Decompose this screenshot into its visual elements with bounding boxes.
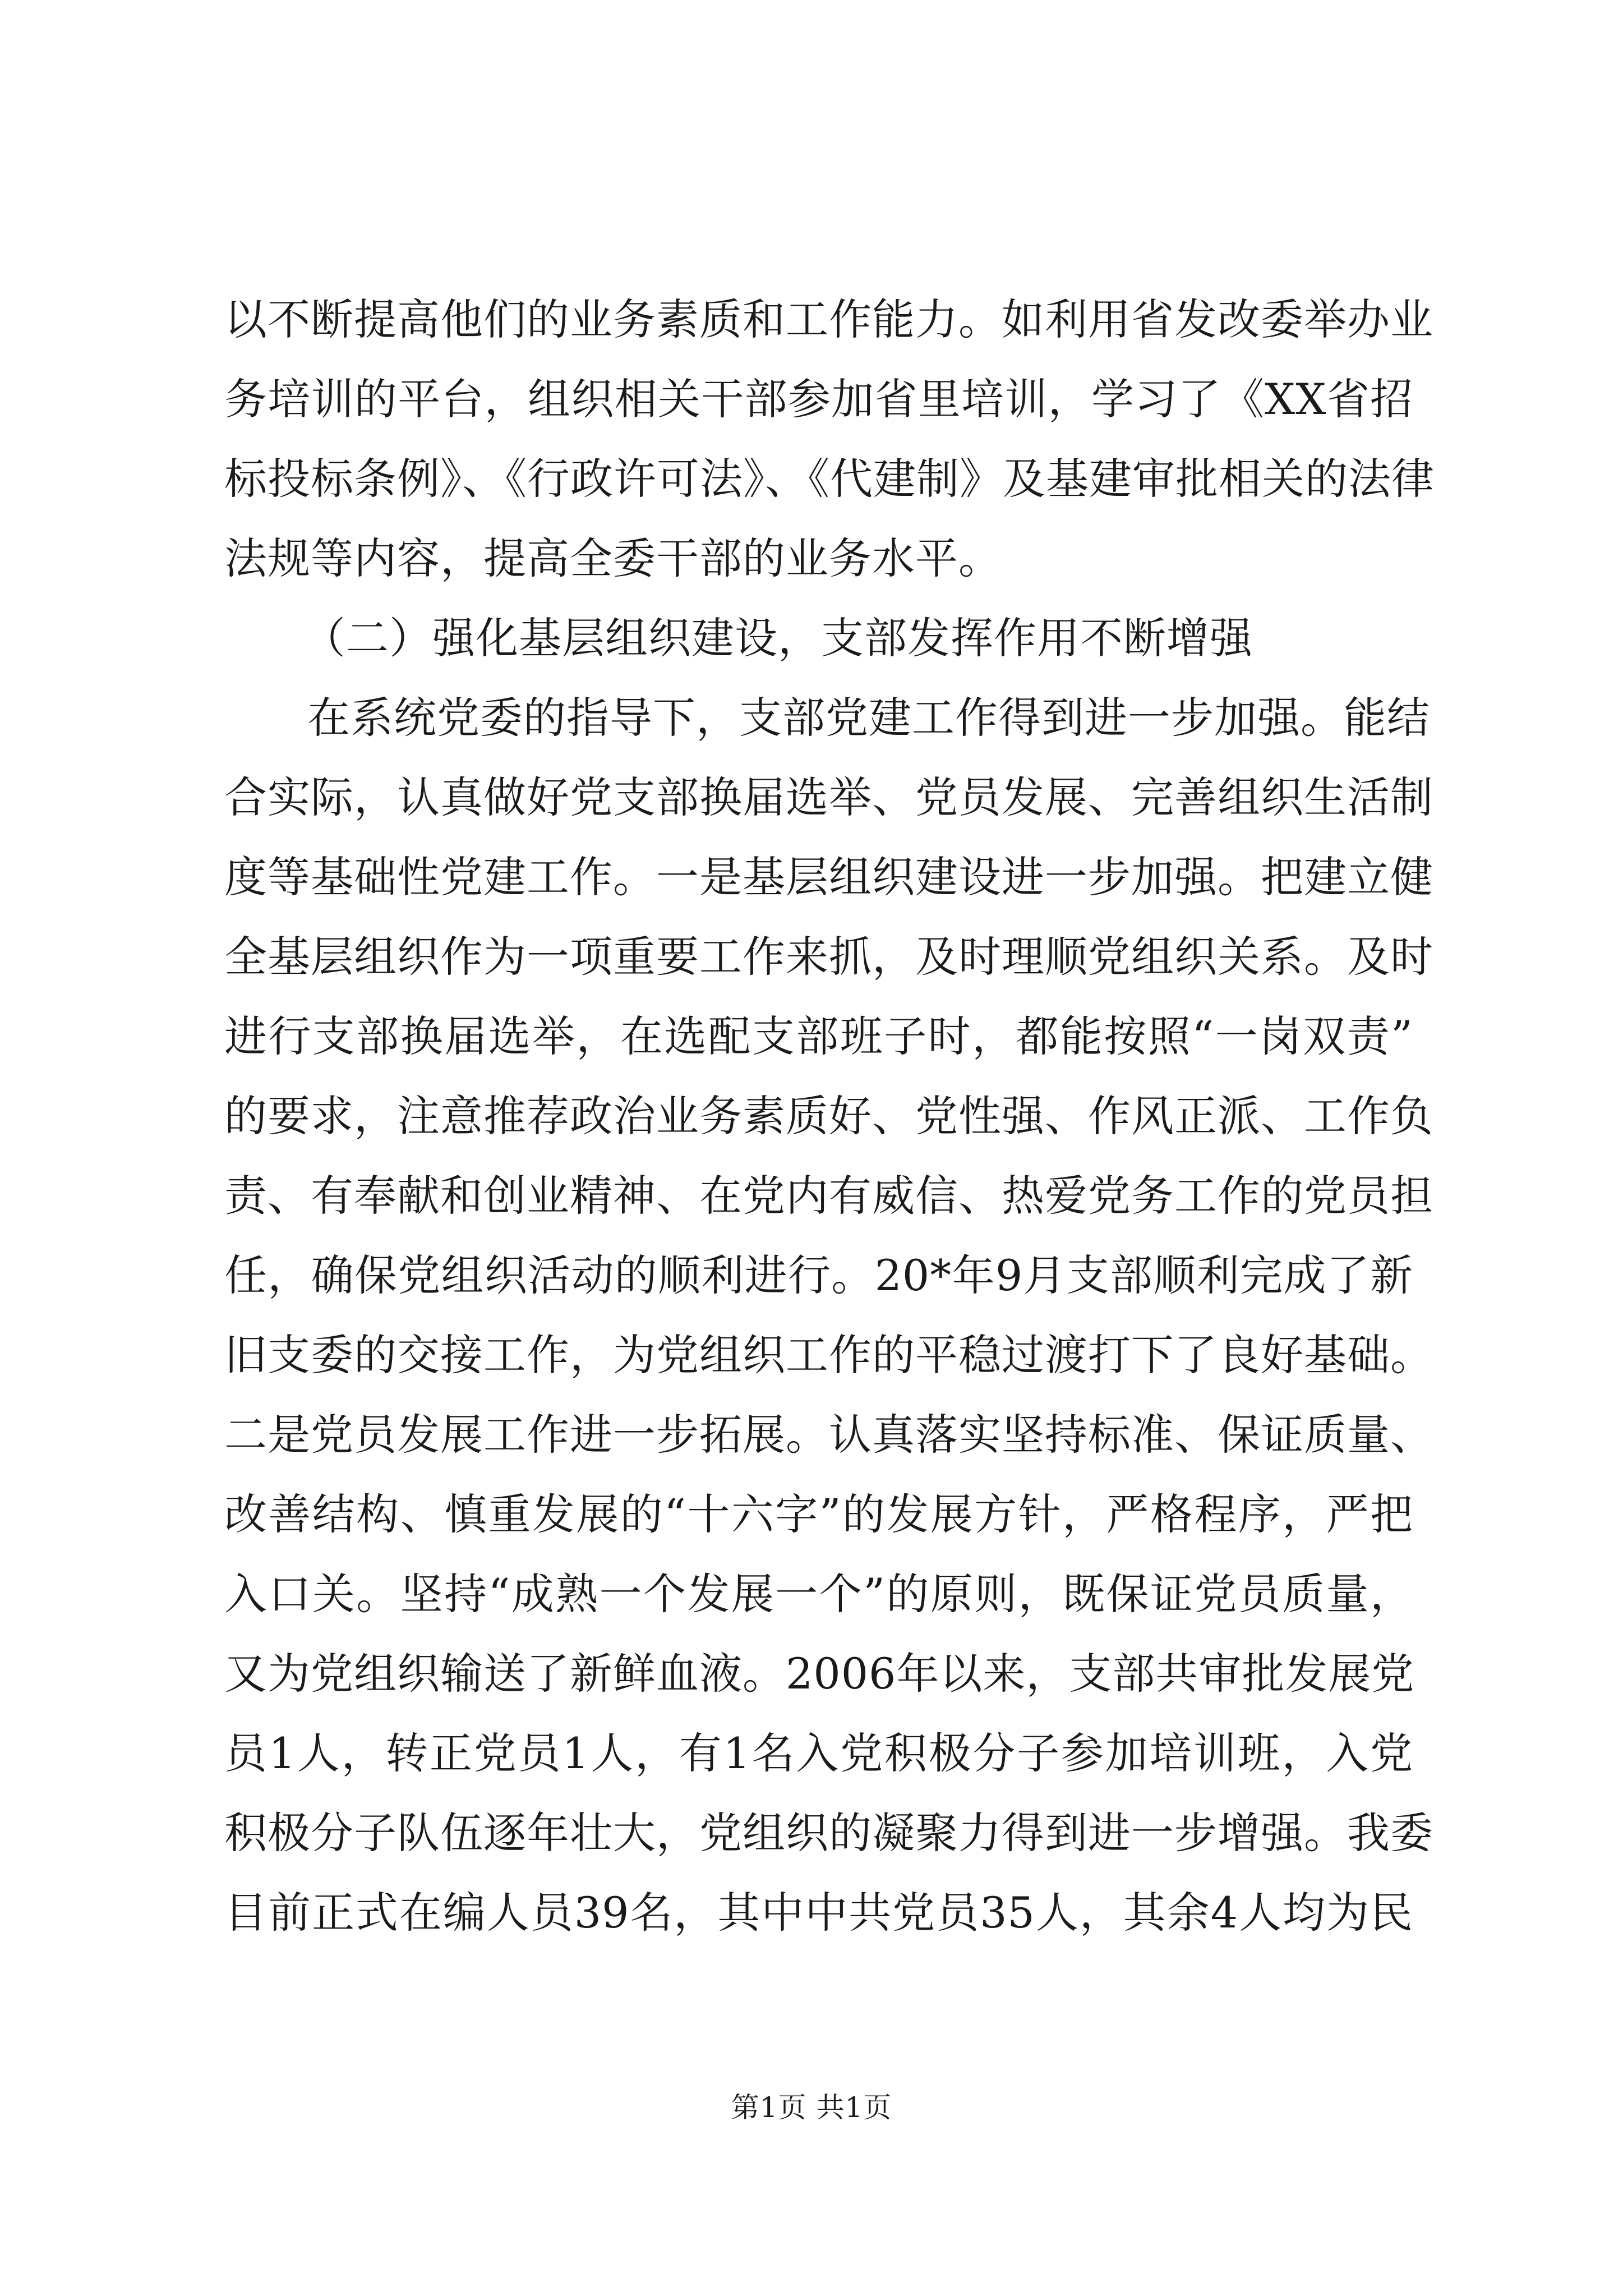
body-line: 任，确保党组织活动的顺利进行。20*年9月支部顺利完成了新 xyxy=(224,1250,1413,1300)
body-line: 在系统党委的指导下，支部党建工作得到进一步加强。能结 xyxy=(307,693,1430,743)
document-body xyxy=(224,292,1435,1964)
body-line: 入口关。坚持“成熟一个发展一个”的原则，既保证党员质量， xyxy=(224,1569,1413,1619)
body-line: 的要求，注意推荐政治业务素质好、党性强、作风正派、工作负 xyxy=(224,1091,1433,1141)
body-line: 标投标条例》、《行政许可法》、《代建制》及基建审批相关的法律 xyxy=(224,454,1435,504)
body-line: 目前正式在编人员39名，其中中共党员35人，其余4人均为民 xyxy=(224,1888,1413,1938)
body-line: 旧支委的交接工作，为党组织工作的平稳过渡打下了良好基础。 xyxy=(224,1330,1433,1380)
body-line: 务培训的平台，组织相关干部参加省里培训，学习了《XX省招 xyxy=(224,374,1413,424)
body-line: 法规等内容，提高全委干部的业务水平。 xyxy=(224,533,1002,583)
body-line: 员1人，转正党员1人，有1名入党积极分子参加培训班，入党 xyxy=(224,1728,1413,1778)
body-line: 改善结构、慎重发展的“十六字”的发展方针，严格程序，严把 xyxy=(224,1489,1413,1539)
body-line: 责、有奉献和创业精神、在党内有威信、热爱党务工作的党员担 xyxy=(224,1171,1433,1221)
body-line: 进行支部换届选举，在选配支部班子时，都能按照“一岗双责” xyxy=(224,1011,1413,1061)
section-heading: （二）强化基层组织建设，支部发挥作用不断增强 xyxy=(303,613,1253,663)
body-line: 度等基础性党建工作。一是基层组织建设进一步加强。把建立健 xyxy=(224,852,1433,902)
page-footer: 第1页 共1页 xyxy=(731,2091,892,2124)
body-line: 全基层组织作为一项重要工作来抓，及时理顺党组织关系。及时 xyxy=(224,932,1433,982)
body-line: 以不断提高他们的业务素质和工作能力。如利用省发改委举办业 xyxy=(224,295,1433,344)
body-line: 合实际，认真做好党支部换届选举、党员发展、完善组织生活制 xyxy=(224,772,1433,822)
body-line: 又为党组织输送了新鲜血液。2006年以来，支部共审批发展党 xyxy=(224,1649,1415,1699)
body-line: 积极分子队伍逐年壮大，党组织的凝聚力得到进一步增强。我委 xyxy=(224,1808,1433,1858)
body-line: 二是党员发展工作进一步拓展。认真落实坚持标准、保证质量、 xyxy=(224,1410,1433,1460)
